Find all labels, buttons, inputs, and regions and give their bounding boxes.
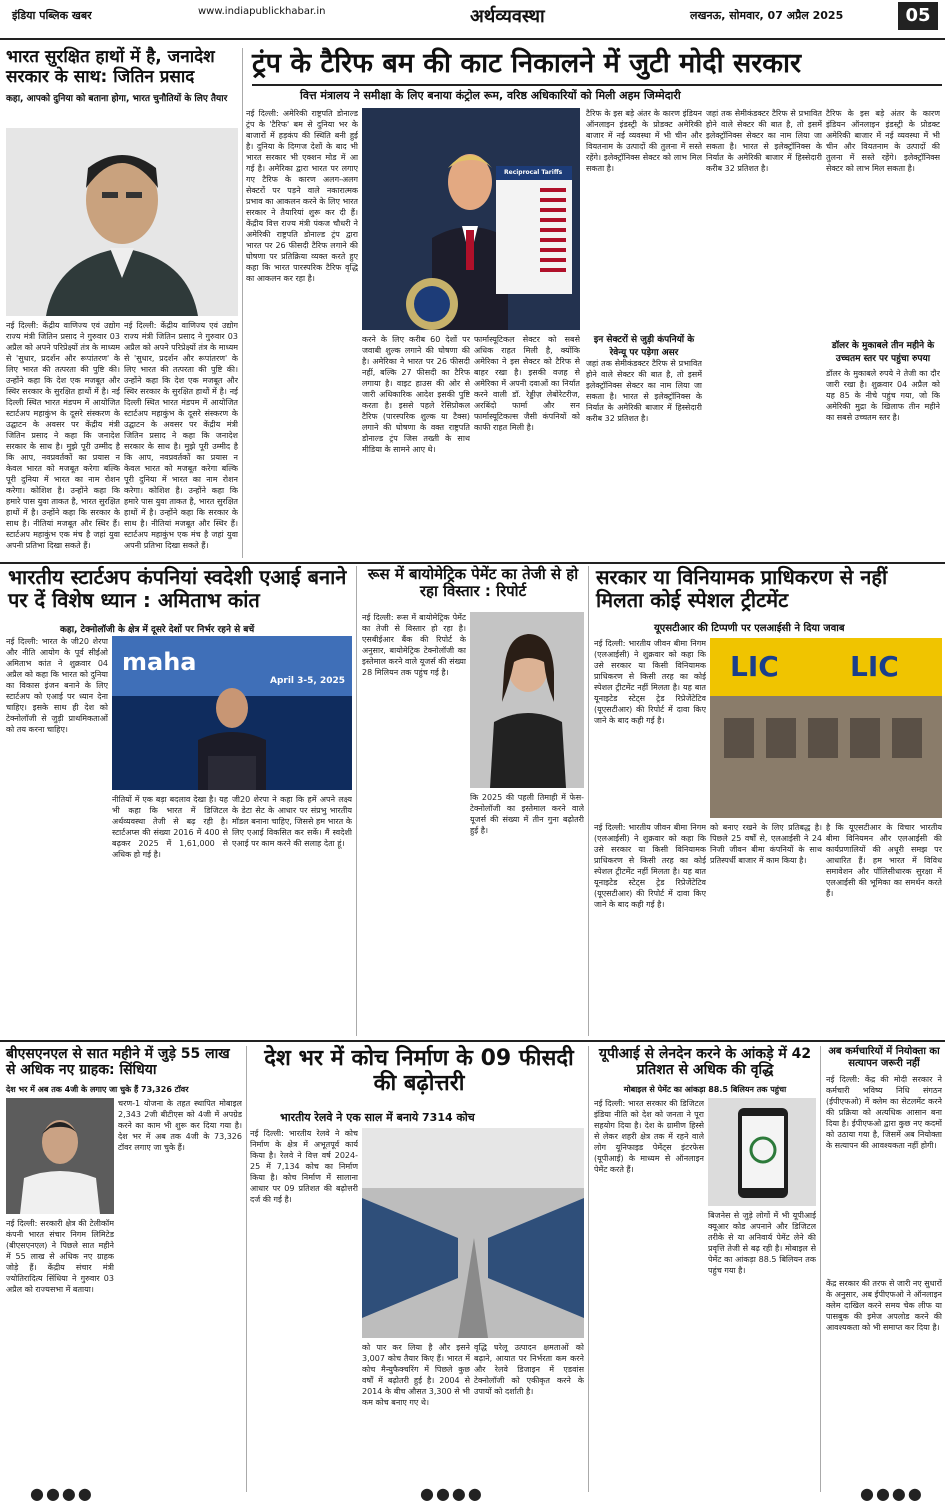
story2-body-col3: फार्मास्यूटिकल सेक्टर को सबसे अधिक राहत मिली है, क्योंकि अमेरिका ने इस सेक्टर को टैरिफ से बाहर रखा है। इसकी वजह से अमेरिका में अपनी दवाओं का निर्यात करने वाली डॉ. रेड्डीज़ लेबोरेटरीज, अरबिंदो फार्मा और सन फार्मास्यूटिकल्स जैसी कंपनियों को काफी राहत मिली है। xyxy=(474,335,580,432)
story5-body-col4: है कि यूएसटीआर के विचार भारतीय बीमा विनियमन और एलआईसी की कार्यप्रणालियों की अधूरी समझ पर आधारित हैं। हम भारत में विविध समावेशन और पॉलिसीधारक सुरक्षा में एलआईसी की भूमिका का समर्थन करते हैं। xyxy=(826,823,942,898)
story2-subhead: वित्त मंत्रालय ने समीक्षा के लिए बनाया कंट्रोल रूम, वरिष्ठ अधिकारियों को मिली अहम जिम्मेदारी xyxy=(300,89,681,102)
subhead: कहा, आपको दुनिया को बताना होगा, भारत चुनौतियों के लिए तैयार xyxy=(6,94,228,105)
story7-body-col3: वृद्धि घरेलू उत्पादन क्षमताओं को बढ़ाने, आयात पर निर्भरता कम करने और रेलवे डिजाइन में एडवांस टेक्नोलॉजी को एकीकृत करने के उपायों को दर्शाती है। xyxy=(474,1343,584,1396)
page-header xyxy=(0,0,945,40)
story6-body-col1: नई दिल्ली: सरकारी क्षेत्र की टेलीकॉम कंपनी भारत संचार निगम लिमिटेड (बीएसएनएल) ने पिछले सात महीने में 55 लाख से अधिक नए ग्राहक जोड़े हैं। केंद्रीय संचार मंत्री ज्योतिरादित्य सिंधिया ने गुरुवार 03 अप्रैल को राज्यसभा में बताया। xyxy=(6,1219,114,1294)
story2-headline: ट्रंप के टैरिफ बम की काट निकालने में जुटी मोदी सरकार xyxy=(252,48,802,79)
story6-body-col2: चरण-1 योजना के तहत स्थापित मोबाइल 2,343 2जी बीटीएस को 4जी में अपग्रेड करने का काम भी शुरू कर दिया गया है। देश भर में अब तक 4जी के 73,326 टॉवर लगाए जा चुके हैं। xyxy=(118,1099,242,1152)
story3-body-col3: जी20 शेरपा ने कहा कि हमें अपने लक्ष्य के डेटा सेट के आधार पर संप्रभु भारतीय मॉडल बनाना चाहिए, जिससे हम भारत के लिए एआई विकसित कर सकें। मैं स्वदेशी एआई पर काम करने की सलाह देता हूं। xyxy=(232,795,352,848)
story2-subhead-sectors: इन सेक्टरों से जुड़ी कंपनियों के रेवेन्यू पर पड़ेगा असर xyxy=(593,335,695,358)
story5-body-col2: नई दिल्ली: भारतीय जीवन बीमा निगम (एलआईसी) ने शुक्रवार को कहा कि उसे सरकार या किसी विनियामक प्राधिकरण से किसी तरह का कोई स्पेशल ट्रीटमेंट नहीं मिलता है। यह बात यूनाइटेड स्टेट्स ट्रेड रिप्रेजेंटेटिव (यूएसटीआर) की रिपोर्ट में दावा किए जाने के बाद कही गई है। xyxy=(594,823,706,909)
jitin-prasada-photo xyxy=(6,128,238,316)
story5-headline: सरकार या विनियामक प्राधिकरण से नहीं मिलता कोई स्पेशल ट्रीटमेंट xyxy=(596,565,888,612)
column-divider xyxy=(246,1046,247,1492)
trump-tariff-photo xyxy=(362,108,580,330)
story3-body-col2: नीतियों में एक बड़ा बदलाव देखा है। यह भी कहा कि भारत में डिजिटल अर्थव्यवस्था तेजी से बढ़ रही है। स्टार्टअप्स की संख्या 2016 में 400 से बढ़कर 2025 में 1,61,000 से अधिक हो गई है। xyxy=(112,795,228,859)
story3-body-col1: नई दिल्ली: भारत के जी20 शेरपा और नीति आयोग के पूर्व सीईओ अमिताभ कांत ने शुक्रवार 04 अप्रैल को कहा कि भारत को दुनिया का विकास इंजन बनाने के लिए स्टार्टअप को एआई पर ध्यान देना चाहिए। इसके साथ ही देश को टेक्नोलॉजी से जुड़ी प्राथमिकताओं को तय करना चाहिए। xyxy=(6,637,108,734)
story3-subhead: कहा, टेक्नोलॉजी के क्षेत्र में दूसरे देशों पर निर्भर रहने से बचें xyxy=(60,625,255,635)
story7-body-col1: नई दिल्ली: भारतीय रेलवे ने कोच निर्माण के क्षेत्र में अभूतपूर्व कार्य किया है। रेलवे ने वित्त वर्ष 2024-25 में 7,134 कोच का निर्माण किया है। कोच निर्माण में सालाना आधार पर 09 प्रतिशत की बढ़ोत्तरी दर्ज की गई है। xyxy=(250,1129,358,1204)
tariff-board-label: Reciprocal Tariffs xyxy=(504,169,563,176)
svg-text:maha: maha xyxy=(122,648,197,676)
publication-name: इंडिया पब्लिक खबर xyxy=(12,9,92,22)
story2-body-col8: डॉलर के मुकाबले रुपये ने तेजी का दौर जारी रखा है। शुक्रवार 04 अप्रैल को यह 85 के नीचे पहुंच गया, जो कि अमेरिकी मुद्रा के खिलाफ तीन महीने का सबसे उच्चतम स्तर है। xyxy=(826,369,940,422)
story1-body-col2: नई दिल्ली: केंद्रीय वाणिज्य एवं उद्योग राज्य मंत्री जितिन प्रसाद ने गुरुवार 03 अप्रैल को अपने परिप्रेक्ष्यों तंत्र के माध्यम से 'सुधार, प्रदर्शन और रूपांतरण' के लिए भारत की तत्परता की पुष्टि की। उन्होंने कहा कि देश एक मजबूत और स्थिर सरकार के सुरक्षित हाथों में है। नई दिल्ली स्थित भारत मंडपम में आयोजित स्टार्टअप महाकुंभ के दूसरे संस्करण के उद्घाटन के अवसर पर केंद्रीय मंत्री जितिन प्रसाद ने कहा कि जनादेश सरकार के साथ है। मुझे पूरी उम्मीद है कि आप, नवप्रवर्तकों का प्रयास न केवल भारत को मजबूत करेगा बल्कि पूरी दुनिया में भारत का नाम रोशन करेगा। कोशिश है। उन्होंने कहा कि हमारे पास युवा ताकत है, भारत सुरक्षित हाथों में है। उन्होंने कहा कि सरकार के साथ है। नीतियां मजबूत और स्थिर हैं। स्टार्टअप महाकुंभ एक मंच है जहां युवा अपनी प्रतिभा दिखा सकते हैं। xyxy=(124,321,238,550)
story8-body-col1: नई दिल्ली: भारत सरकार की डिजिटल इंडिया नीति को देश को जनता ने पूरा सहयोग दिया है। देश के ग्रामीण हिस्से से लेकर शहरी क्षेत्र तक में रहने वाले लोग यूनिफाइड पेमेंट्स इंटरफेस (यूपीआई) के माध्यम से ऑनलाइन पेमेंट करते हैं। xyxy=(594,1099,704,1174)
column-divider xyxy=(820,1046,821,1492)
lic-sign-right: LIC xyxy=(850,650,899,683)
story2-subhead-rupee: डॉलर के मुकाबले तीन महीने के उच्चतम स्तर पर पहुंचा रुपया xyxy=(831,341,935,364)
upi-phone-photo xyxy=(708,1098,816,1206)
story2-body-col1: नई दिल्ली: अमेरिकी राष्ट्रपति डोनाल्ड ट्रंप के 'टैरिफ' बम से दुनिया भर के बाजारों में हड़कंप की स्थिति बनी हुई है। दुनिया के दिग्गज देशों के बाद भी भारत सरकार भी एक्शन मोड में आ गई है। अमेरिका द्वारा भारत पर लगाए गए टैरिफ के कारण अलग-अलग सेक्टरों पर पड़ने वाले नकारात्मक प्रभाव का आकलन करने के लिए भारत सरकार ने तैयारियां शुरू कर दी हैं। केंद्रीय वित्त राज्य मंत्री पंकज चौधरी ने अमेरिकी राष्ट्रपति डोनाल्ड ट्रंप द्वारा भारत पर 26 फीसदी टैरिफ लगाने की घोषणा पर प्रतिक्रिया व्यक्त करते हुए कहा कि भारत पारस्परिक टैरिफ वृद्धि का आकलन कर रहा है। xyxy=(246,109,358,283)
section-rule xyxy=(0,562,945,564)
story2-body-col2: करने के लिए करीब 60 देशों पर जवाबी शुल्क लगाने की घोषणा की है। अमेरिका ने भारत पर 26 फीसदी नहीं, बल्कि 27 फीसदी का टैरिफ लगाया है। वाइट हाउस की ओर से जारी अधिकारिक आदेश इसकी पुष्टि करता है। इससे पहले रेसिप्रोकल टैरिफ (पारस्परिक शुल्क या टैक्स) लगाने की घोषणा के वक्त राष्ट्रपति डोनाल्ड ट्रंप जिस तख्ती के साथ मीडिया के सामने आए थे। xyxy=(362,335,470,454)
coach-factory-photo xyxy=(362,1128,584,1338)
page-number: 05 xyxy=(898,2,938,30)
column-divider xyxy=(356,566,357,1036)
story5-subhead: यूएसटीआर की टिप्पणी पर एलआईसी ने दिया जवाब xyxy=(654,623,845,634)
story9-headline: अब कर्मचारियों में नियोक्ता का सत्यापन जरूरी नहीं xyxy=(828,1046,940,1069)
headline: भारत सुरक्षित हाथों में है, जनादेश सरकार के साथ: जितिन प्रसाद xyxy=(6,47,215,87)
section-rule xyxy=(0,1040,945,1042)
issue-date: लखनऊ, सोमवार, 07 अप्रैल 2025 xyxy=(690,9,844,22)
story7-body-col2: को पार कर लिया है और इसने 3,007 कोच तैयार किए हैं। भारत में कोच मैन्युफैक्चरिंग में पिछले कुछ वर्षों में बढ़ोतरी हुई है। 2004 से 2014 के बीच औसत 3,300 से भी कम कोच बनाए गए थे। xyxy=(362,1343,470,1407)
footer-ornament: ●●●● xyxy=(30,1484,94,1503)
biometric-payment-photo xyxy=(470,612,584,788)
story8-subhead: मोबाइल से पेमेंट का आंकड़ा 88.5 बिलियन तक पहुंचा xyxy=(623,1085,787,1094)
story4-headline: रूस में बायोमेट्रिक पेमेंट का तेजी से हो रहा विस्तार : रिपोर्ट xyxy=(367,565,579,601)
story5-body-col1: नई दिल्ली: भारतीय जीवन बीमा निगम (एलआईसी) ने शुक्रवार को कहा कि उसे सरकार या किसी विनियामक प्राधिकरण से किसी तरह का कोई स्पेशल ट्रीटमेंट नहीं मिलता है। यह बात यूनाइटेड स्टेट्स ट्रेड रिप्रेजेंटेटिव (यूएसटीआर) की रिपोर्ट में दावा किए जाने के बाद कही गई है। xyxy=(594,639,706,725)
stage-date-label: April 3-5, 2025 xyxy=(270,676,346,686)
story2-body-col6: जहां तक सेमीकंडक्टर टैरिफ से प्रभावित होने वाले सेक्टर की बात है, तो इसमें इलेक्ट्रॉनिक्स सेक्टर का नाम लिया जा सकता है। भारत से इलेक्ट्रॉनिक्स के निर्यात के अमेरिकी बाजार में हिस्सेदारी करीब 32 प्रतिशत है। xyxy=(706,109,822,173)
story8-headline: यूपीआई से लेनदेन करने के आंकड़े में 42 प्रतिशत से अधिक की वृद्धि xyxy=(598,1046,812,1079)
story7-subhead: भारतीय रेलवे ने एक साल में बनाये 7314 कोच xyxy=(280,1111,475,1124)
publication-url[interactable]: www.indiapublickhabar.in xyxy=(198,6,326,17)
story3-headline: भारतीय स्टार्टअप कंपनियां स्वदेशी एआई बनाने पर दें विशेष ध्यान : अमिताभ कांत xyxy=(8,565,347,612)
story-jitin-prasada xyxy=(6,48,238,104)
scindia-photo xyxy=(6,1098,114,1214)
section-title: अर्थव्यवस्था xyxy=(470,6,545,27)
story6-subhead: देश भर में अब तक 4जी के लगाए जा चुके हैं 73,326 टॉवर xyxy=(6,1085,189,1094)
column-divider xyxy=(588,566,589,1036)
story4-body-col2: कि 2025 की पहली तिमाही में फेस-टेक्नोलॉजी का इस्तेमाल करने वाले यूजर्स की संख्या में तीन गुना बढ़ोतरी हुई है। xyxy=(470,793,584,835)
lic-sign-left: LIC xyxy=(730,650,779,683)
story6-headline: बीएसएनएल से सात महीने में जुड़े 55 लाख से अधिक नए ग्राहक: सिंधिया xyxy=(6,1046,230,1079)
story4-body-col1: नई दिल्ली: रूस में बायोमेट्रिक पेमेंट का तेजी से विस्तार हो रहा है। एसबीईआर बैंक की रिपोर्ट के अनुसार, बायोमेट्रिक टेक्नोलॉजी का इस्तेमाल करने वाले यूजर्स की संख्या 28 मिलियन तक पहुंच गई है। xyxy=(362,613,466,677)
column-divider xyxy=(588,1046,589,1492)
story2-body-col5: जहां तक सेमीकंडक्टर टैरिफ से प्रभावित होने वाले सेक्टर की बात है, तो इसमें इलेक्ट्रॉनिक्स सेक्टर का नाम लिया जा सकता है। भारत से इलेक्ट्रॉनिक्स के निर्यात के अमेरिकी बाजार में हिस्सेदारी करीब 32 प्रतिशत है। xyxy=(586,359,702,423)
story8-body-col2: बिजनेस से जुड़े लोगों में भी यूपीआई क्यूआर कोड अपनाने और डिजिटल तरीके से या अनिवार्य पेमेंट लेने की प्रवृत्ति तेजी से बढ़ रही है। मोबाइल से पेमेंट का आंकड़ा 88.5 बिलियन तक पहुंच गया है। xyxy=(708,1211,816,1275)
amitabh-kant-photo xyxy=(112,636,352,790)
headline-rule xyxy=(252,84,942,86)
story9-body-part1: नई दिल्ली: केंद्र की मोदी सरकार ने कर्मचारी भविष्य निधि संगठन (ईपीएफओ) में क्लेम का सेटलमेंट करने की प्रक्रिया को अत्यधिक आसान बना दिया है। ईपीएफओ द्वारा कुछ नए कदमों को उठाया गया है, जिसमें अब नियोक्ता के सत्यापन की आवश्यकता नहीं होगी। xyxy=(826,1075,942,1150)
column-divider xyxy=(242,48,243,558)
story7-headline: देश भर में कोच निर्माण के 09 फीसदी की बढ़ोत्तरी xyxy=(264,1046,574,1097)
story9-body-part2: केंद्र सरकार की तरफ से जारी नए सुधारों के अनुसार, अब ईपीएफओ ने ऑनलाइन क्लेम दाखिल करने समय चेक लीफ या पासबुक की इमेज अपलोड करने की आवश्यकता को भी समाप्त कर दिया है। xyxy=(826,1279,942,1332)
footer-ornament: ●●●● xyxy=(860,1484,924,1503)
story1-body-col1: नई दिल्ली: केंद्रीय वाणिज्य एवं उद्योग राज्य मंत्री जितिन प्रसाद ने गुरुवार 03 अप्रैल को अपने परिप्रेक्ष्यों तंत्र के माध्यम से 'सुधार, प्रदर्शन और रूपांतरण' के लिए भारत की तत्परता की पुष्टि की। उन्होंने कहा कि देश एक मजबूत और स्थिर सरकार के सुरक्षित हाथों में है। नई दिल्ली स्थित भारत मंडपम में आयोजित स्टार्टअप महाकुंभ के दूसरे संस्करण के उद्घाटन के अवसर पर केंद्रीय मंत्री जितिन प्रसाद ने कहा कि जनादेश सरकार के साथ है। मुझे पूरी उम्मीद है कि आप, नवप्रवर्तकों का प्रयास न केवल भारत को मजबूत करेगा बल्कि पूरी दुनिया में भारत का नाम रोशन करेगा। कोशिश है। उन्होंने कहा कि हमारे पास युवा ताकत है, भारत सुरक्षित हाथों में है। उन्होंने कहा कि सरकार के साथ है। नीतियां मजबूत और स्थिर हैं। स्टार्टअप महाकुंभ एक मंच है जहां युवा अपनी प्रतिभा दिखा सकते हैं। xyxy=(6,321,120,550)
story5-body-col3: को बनाए रखने के लिए प्रतिबद्ध है। पिछले 25 वर्षों से, एलआईसी ने 24 निजी जीवन बीमा कंपनियों के साथ प्रतिस्पर्धी बाजार में काम किया है। xyxy=(710,823,822,865)
story2-body-col4: टैरिफ के इस बड़े अंतर के कारण इंडियन ऑनलाइन इंडस्ट्री के प्रोडक्ट अमेरिकी बाजार में नई व्यवस्था में भी चीन और वियतनाम के उत्पादों की तुलना में सस्ते रहेंगे। इलेक्ट्रॉनिक्स सेक्टर को लाभ मिल सकता है। xyxy=(586,109,702,173)
lic-building-photo xyxy=(710,638,942,818)
footer-ornament: ●●●● xyxy=(420,1484,484,1503)
story2-body-col7: टैरिफ के इस बड़े अंतर के कारण इंडियन ऑनलाइन इंडस्ट्री के प्रोडक्ट अमेरिकी बाजार में नई व्यवस्था में भी चीन और वियतनाम के उत्पादों की तुलना में सस्ते रहेंगे। इलेक्ट्रॉनिक्स सेक्टर को लाभ मिल सकता है। xyxy=(826,109,940,173)
